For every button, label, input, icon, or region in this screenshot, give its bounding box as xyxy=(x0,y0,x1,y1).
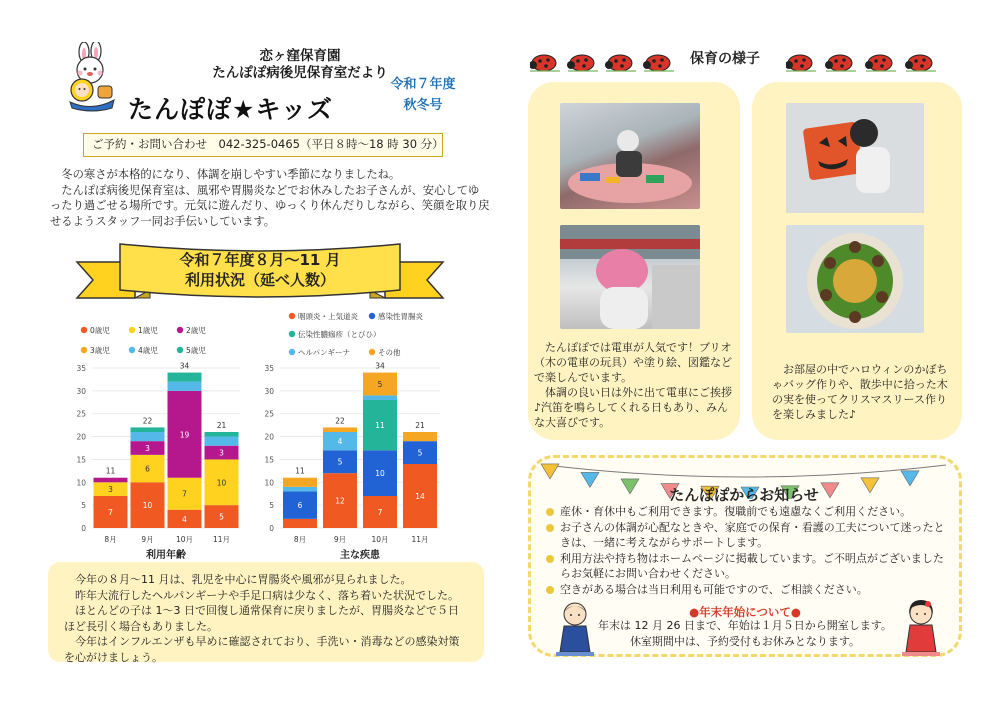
x-tick-label: 8月 xyxy=(293,535,307,544)
legend-label: その他 xyxy=(378,348,401,357)
data-label: 12 xyxy=(335,496,345,506)
bunting-flag xyxy=(581,472,599,487)
bar-segment xyxy=(363,395,397,400)
yearend-title: ●年末年始について● xyxy=(689,605,801,619)
bar-segment xyxy=(205,437,239,446)
y-tick-label: 35 xyxy=(76,364,86,373)
yearend-text xyxy=(590,618,900,649)
x-axis-label: 主な疾患 xyxy=(340,550,380,560)
y-tick-label: 0 xyxy=(269,524,274,533)
summary-paragraph-4: 今年はインフルエンザも早めに確認されており、手洗い・消毒などの感染対策を心がけましょう。 xyxy=(64,635,460,664)
y-tick-label: 0 xyxy=(81,524,86,533)
notice-list xyxy=(544,504,948,597)
total-label: 11 xyxy=(105,466,116,476)
notice-item: 産休・育休中もご利用できます。復職前でも遠慮なくご利用ください。 xyxy=(544,504,948,520)
legend-marker xyxy=(369,349,375,355)
total-label: 22 xyxy=(335,416,345,426)
data-label: 5 xyxy=(377,380,383,389)
data-label: 10 xyxy=(375,469,385,479)
x-tick-label: 10月 xyxy=(371,535,389,544)
age-usage-chart xyxy=(52,308,252,560)
star-icon: ★ xyxy=(232,95,256,124)
legend-label: 伝染性膿痂疹（とびひ） xyxy=(298,330,381,339)
y-tick-label: 35 xyxy=(264,364,274,373)
bar-segment xyxy=(403,432,437,441)
crafts-description: お部屋の中でハロウィンのかぼちゃバッグ作りや、散歩中に拾った木の実を使ってクリスマスリース作りを楽しみました♪ xyxy=(772,363,948,421)
data-label: 3 xyxy=(145,444,150,453)
ladybug-decoration-left xyxy=(530,52,688,74)
x-tick-label: 11月 xyxy=(212,535,231,544)
data-label: 7 xyxy=(377,508,383,517)
total-label: 21 xyxy=(415,421,425,430)
legend-label: 4歳児 xyxy=(138,346,158,355)
season-label xyxy=(378,74,468,116)
section-title: 保育の様子 xyxy=(690,51,760,67)
photo-christmas-wreath xyxy=(786,225,924,333)
x-tick-label: 11月 xyxy=(411,535,429,544)
summary-paragraph-3: ほとんどの子は 1～3 日で回復し通常保育に戻りましたが、胃腸炎などで５日ほど長引く場合もありました。 xyxy=(64,604,459,633)
ribbon-line1: 令和７年度８月～11 月 xyxy=(179,251,341,269)
legend-marker xyxy=(177,347,183,353)
data-label: 5 xyxy=(417,448,423,458)
y-tick-label: 30 xyxy=(76,386,86,396)
trains-paragraph-2: 体調の良い日は外に出て電車にご挨拶♪汽笛を鳴らしてくれる日もあり、みんな大喜びです。 xyxy=(534,386,732,429)
total-label: 22 xyxy=(142,416,153,426)
intro-paragraph-2: たんぽぽ病後児保育室は、風邪や胃腸炎などでお休みしたお子さんが、安心してゆったり過ごせる場所です。元気に遊んだり、ゆっくり休んだりしながら、笑顔を取り戻せるようスタッフ一同お手伝いしています。 xyxy=(50,183,490,228)
data-label: 7 xyxy=(108,508,113,517)
data-label: 5 xyxy=(337,457,343,467)
bar-segment xyxy=(131,432,165,441)
data-label: 3 xyxy=(108,485,113,495)
total-label: 21 xyxy=(216,421,227,430)
legend-label: 咽頭炎・上気道炎 xyxy=(298,312,358,321)
bar-segment xyxy=(283,519,317,528)
ladybug-icon xyxy=(865,55,896,71)
ladybug-icon xyxy=(530,55,560,71)
disease-usage-chart xyxy=(258,308,448,560)
title-part2: キッズ xyxy=(255,95,333,124)
x-axis-label: 利用年齢 xyxy=(146,550,186,560)
y-tick-label: 30 xyxy=(264,386,274,396)
ladybug-icon xyxy=(567,55,598,71)
legend-marker xyxy=(289,313,295,319)
ladybug-icon xyxy=(905,55,936,71)
legend-label: 1歳児 xyxy=(138,326,158,335)
ladybug-icon xyxy=(605,55,636,71)
notice-item: 空きがある場合は当日利用も可能ですので、ご相談ください。 xyxy=(544,582,948,598)
legend-label: 5歳児 xyxy=(186,346,206,355)
x-tick-label: 9月 xyxy=(141,535,154,544)
y-tick-label: 20 xyxy=(264,432,274,442)
photo-pumpkin-bag xyxy=(786,103,924,213)
ladybug-icon xyxy=(786,55,816,71)
y-tick-label: 10 xyxy=(264,478,274,488)
legend-marker xyxy=(369,313,375,319)
notice-item: 利用方法や持ち物はホームページに掲載しています。ご不明点がございましたらお気軽にお問い合わせください。 xyxy=(544,551,948,582)
trains-paragraph-1: たんぽぽでは電車が人気です！ブリオ（木の電車の玩具）や塗り絵、図鑑などで楽しんでいます。 xyxy=(534,341,732,384)
legend-label: 2歳児 xyxy=(186,326,206,335)
data-label: 14 xyxy=(415,492,425,501)
data-label: 3 xyxy=(219,448,224,458)
bar-segment xyxy=(283,478,317,487)
contact-box: ご予約・お問い合わせ 042-325-0465（平日８時～18 時 30 分） xyxy=(83,133,443,157)
total-label: 34 xyxy=(179,361,190,371)
ribbon-text xyxy=(140,250,380,290)
legend-marker xyxy=(289,331,295,337)
data-label: 10 xyxy=(142,501,153,511)
y-tick-label: 25 xyxy=(264,409,274,419)
legend-label: 3歳児 xyxy=(90,346,110,355)
legend-marker xyxy=(177,327,183,333)
org-name-line2: たんぽぽ病後児保育室だより xyxy=(212,65,388,81)
legend-marker xyxy=(129,327,135,333)
yearend-line1: 年末は 12 月 26 日まで、年始は１月５日から開室します。 xyxy=(598,619,892,632)
newsletter-title xyxy=(128,90,333,126)
y-tick-label: 5 xyxy=(81,501,86,511)
title-part1: たんぽぽ xyxy=(128,95,233,124)
legend-marker xyxy=(129,347,135,353)
legend-label: 感染性胃腸炎 xyxy=(378,312,423,321)
notice-item: お子さんの体調が心配なときや、家庭での保育・看護の工夫について迷ったときは、一緒に考えながらサポートします。 xyxy=(544,520,948,551)
data-label: 4 xyxy=(337,437,343,447)
data-label: 19 xyxy=(179,430,190,440)
x-tick-label: 10月 xyxy=(175,535,194,544)
trains-description xyxy=(534,340,736,430)
data-label: 5 xyxy=(219,512,224,522)
x-tick-label: 8月 xyxy=(104,535,117,544)
bar-segment xyxy=(131,427,165,432)
y-tick-label: 10 xyxy=(76,478,86,488)
photo-window-watching xyxy=(560,225,700,329)
y-tick-label: 5 xyxy=(269,501,274,511)
photo-train-play xyxy=(560,103,700,209)
y-tick-label: 15 xyxy=(264,455,274,465)
ladybug-icon xyxy=(643,55,674,71)
ribbon-line2: 利用状況（延べ人数） xyxy=(184,271,335,289)
ladybug-decoration-right xyxy=(786,52,956,74)
mascot-illustration xyxy=(62,42,122,112)
y-tick-label: 20 xyxy=(76,432,86,442)
season-issue: 秋冬号 xyxy=(403,98,443,113)
bar-segment xyxy=(168,373,202,382)
summary-paragraph-2: 昨年大流行したヘルパンギーナや手足口病は少なく、落ち着いた状況でした。 xyxy=(75,588,460,602)
data-label: 11 xyxy=(375,421,385,431)
data-label: 6 xyxy=(297,501,303,511)
x-tick-label: 9月 xyxy=(333,535,347,544)
bar-segment xyxy=(168,382,202,391)
intro-text xyxy=(50,167,490,229)
bar-segment xyxy=(283,487,317,492)
notice-title: たんぽぽからお知らせ xyxy=(669,486,819,504)
summary-box xyxy=(48,562,484,662)
legend-marker xyxy=(289,349,295,355)
legend-marker xyxy=(81,327,87,333)
org-name-line1: 恋ヶ窪保育園 xyxy=(259,48,341,64)
y-tick-label: 25 xyxy=(76,409,86,419)
bunting-flag xyxy=(541,464,559,479)
y-tick-label: 15 xyxy=(76,455,86,465)
data-label: 4 xyxy=(182,514,187,524)
data-label: 10 xyxy=(216,478,227,488)
bunting-flag xyxy=(901,471,919,486)
data-label: 7 xyxy=(182,489,187,499)
data-label: 6 xyxy=(145,464,150,474)
total-label: 34 xyxy=(375,361,385,371)
bar-segment xyxy=(205,432,239,437)
bar-segment xyxy=(323,427,357,432)
total-label: 11 xyxy=(295,466,305,476)
girl-illustration xyxy=(898,598,944,656)
intro-paragraph-1: 冬の寒さが本格的になり、体調を崩しやすい季節になりましたね。 xyxy=(61,168,401,181)
ladybug-icon xyxy=(825,55,856,71)
yearend-line2: 休室期間中は、予約受付もお休みとなります。 xyxy=(629,634,861,648)
legend-label: 0歳児 xyxy=(90,326,110,335)
summary-paragraph-1: 今年の８月～11 月は、乳児を中心に胃腸炎や風邪が見られました。 xyxy=(75,573,412,586)
season-year: 令和７年度 xyxy=(390,77,456,92)
boy-illustration xyxy=(552,600,598,656)
bar-segment xyxy=(94,478,128,483)
legend-marker xyxy=(81,347,87,353)
legend-label: ヘルパンギーナ xyxy=(298,348,350,357)
